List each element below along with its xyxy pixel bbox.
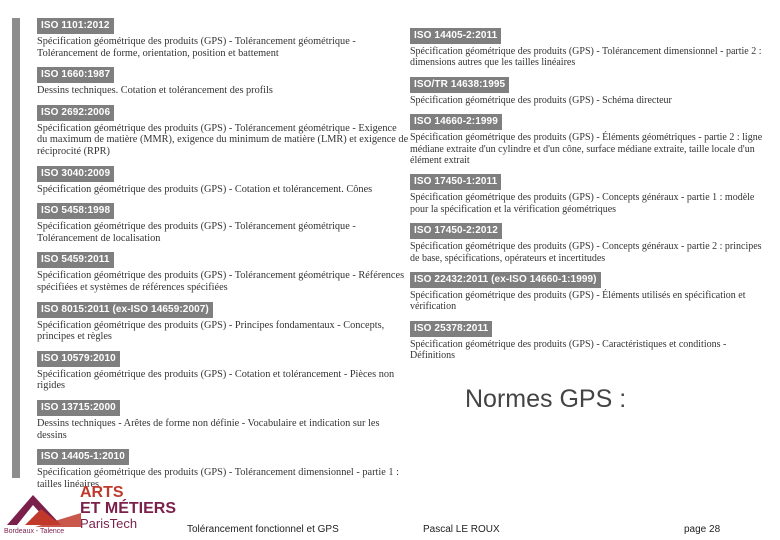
left-accent-bar [12,18,20,478]
standard-description: Spécification géométrique des produits (GPS) - Schéma directeur [410,94,672,106]
standard-entry [37,15,409,59]
standard-description: Spécification géométrique des produits (GPS) - Éléments géométriques - partie 2 : ligne médiane extraite d'un cylindre et d'un cône, surface médiane extraite, taille locale d'un élément extrait [410,132,763,167]
standard-entry [37,200,409,244]
standard-description: Spécification géométrique des produits (GPS) - Tolérancement dimensionnel - partie 2 : dimensions autres que les tailles linéaires [410,46,762,69]
standard-code-badge: ISO 25378:2011 [410,321,492,337]
standard-description: Spécification géométrique des produits (GPS) - Cotation et tolérancement - Pièces non rigides [37,368,395,392]
standard-entry [37,163,409,196]
standard-code-badge: ISO 3040:2009 [37,166,114,182]
footer-course: Tolérancement fonctionnel et GPS [187,524,339,535]
standard-description: Spécification géométrique des produits (GPS) - Concepts généraux - partie 2 : principes de base, spécifications, opérateurs et incertitudes [410,241,762,264]
standard-entry [37,348,409,392]
standard-description: Spécification géométrique des produits (GPS) - Éléments utilisés en spécification et vérification [410,290,746,313]
standard-code-badge: ISO 13715:2000 [37,400,120,416]
standard-entry [410,111,770,166]
standard-description: Spécification géométrique des produits (GPS) - Tolérancement géométrique - Tolérancement de localisation [37,221,356,244]
footer-page: page 28 [684,524,721,535]
logo-campus: Bordeaux - Talence [4,528,65,535]
standard-description: Spécification géométrique des produits (GPS) - Concepts généraux - partie 1 : modèle pour la spécification et la vérification géométriques [410,192,755,215]
standard-code-badge: ISO 2692:2006 [37,105,114,121]
standard-description: Spécification géométrique des produits (GPS) - Principes fondamentaux - Concepts, principes et règles [37,319,385,343]
standard-entry [37,397,409,441]
standard-entry [37,249,409,293]
standard-code-badge: ISO 14660-2:1999 [410,114,502,130]
logo-paristech: ParisTech [80,516,138,531]
standard-code-badge: ISO 14405-2:2011 [410,28,501,44]
standard-description: Spécification géométrique des produits (GPS) - Tolérancement géométrique - Exigence du maximum de matière (MMR), exigence du minimum de matière (LMR) et exigence de réciprocité (RPR) [37,122,409,157]
standard-description: Dessins techniques. Cotation et tolérancement des profils [37,85,273,97]
standard-entry [410,269,770,313]
standard-description: Spécification géométrique des produits (GPS) - Tolérancement géométrique - Références spécifiées et systèmes de références spécifiées [37,270,405,293]
standard-description: Spécification géométrique des produits (GPS) - Tolérancement géométrique - Tolérancement de forme, orientation, position et battement [37,36,356,59]
logo-wordmark [80,485,176,530]
standards-list-left [37,15,409,495]
standard-entry [410,318,770,362]
standard-entry [410,74,770,106]
standard-code-badge: ISO 1660:1987 [37,67,114,83]
standard-code-badge: ISO 10579:2010 [37,351,120,367]
standard-description: Dessins techniques - Arêtes de forme non définie - Vocabulaire et indication sur les dessins [37,417,380,441]
standard-entry [37,299,409,343]
standard-entry [410,25,770,69]
standard-code-badge: ISO 14405-1:2010 [37,449,129,465]
standard-code-badge: ISO 5458:1998 [37,203,114,219]
standard-code-badge: ISO 17450-2:2012 [410,223,502,239]
standard-entry [410,171,770,215]
logo-metiers: ET MÉTIERS [80,500,177,517]
standard-description: Spécification géométrique des produits (GPS) - Caractéristiques et conditions - Définitions [410,338,727,362]
standard-code-badge: ISO 17450-1:2011 [410,174,501,190]
standard-code-badge: ISO 8015:2011 (ex-ISO 14659:2007) [37,302,213,318]
standard-entry [37,102,409,158]
standard-code-badge: ISO/TR 14638:1995 [410,77,509,93]
standard-entry [410,220,770,264]
standard-description: Spécification géométrique des produits (GPS) - Cotation et tolérancement. Cônes [37,183,373,195]
logo-arts: ARTS [80,484,124,501]
standard-code-badge: ISO 1101:2012 [37,18,114,34]
standard-description: Spécification géométrique des produits (GPS) - Tolérancement dimensionnel - partie 1 : tailles linéaires [37,467,399,490]
slide-headline: Normes GPS : [465,385,627,413]
standard-entry [37,64,409,97]
footer-author: Pascal LE ROUX [423,524,500,535]
standards-list-right [410,25,770,367]
standard-code-badge: ISO 5459:2011 [37,252,114,268]
standard-code-badge: ISO 22432:2011 (ex-ISO 14660-1:1999) [410,272,601,288]
